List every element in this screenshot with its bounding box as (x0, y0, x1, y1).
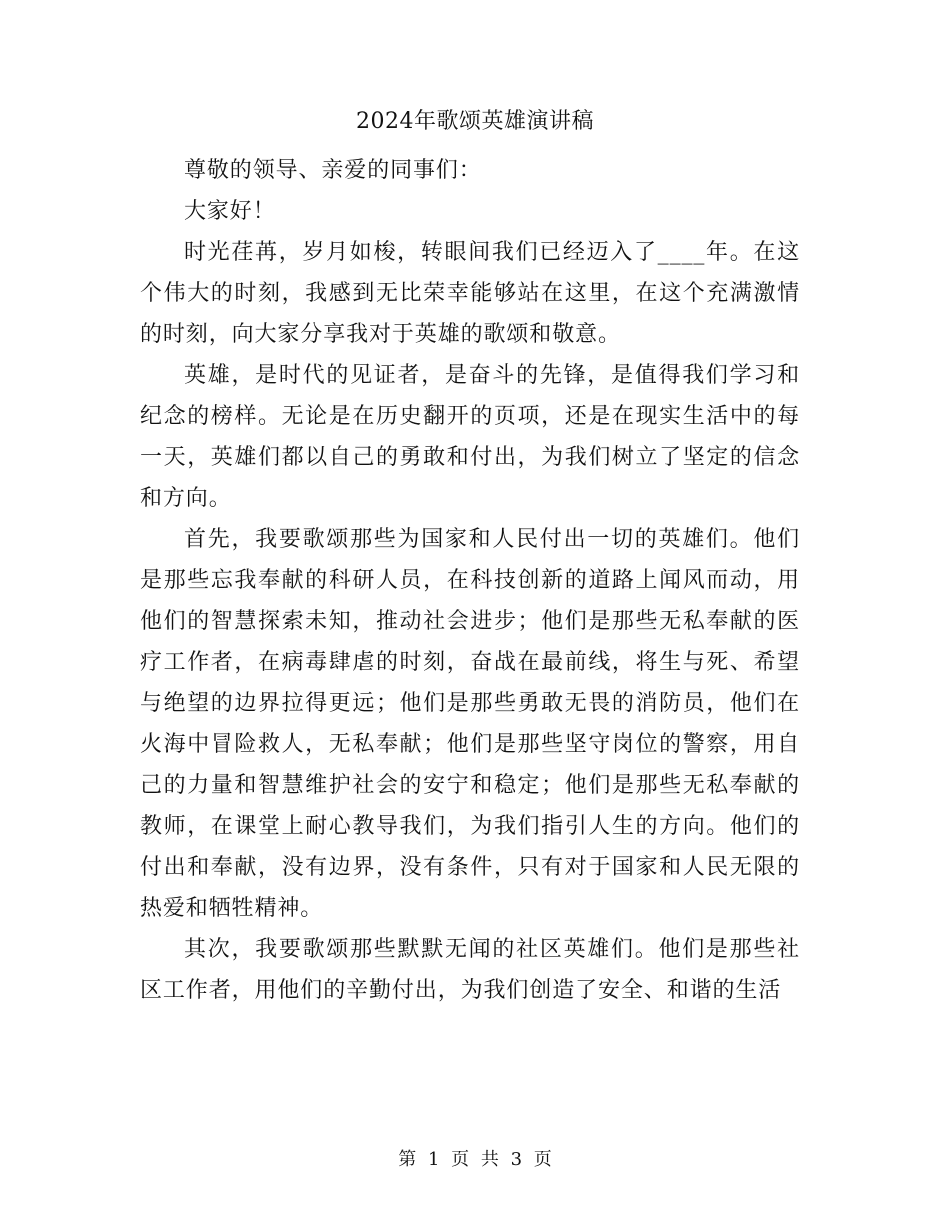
page-number-footer: 第 1 页 共 3 页 (398, 1149, 552, 1170)
document-title: 2024年歌颂英雄演讲稿 (356, 109, 594, 134)
document-body (140, 150, 800, 1011)
salutation-paragraph: 尊敬的领导、亲爱的同事们： (184, 158, 482, 183)
hero-definition-paragraph: 英雄，是时代的见证者，是奋斗的先锋，是值得我们学习和纪念的榜样。无论是在历史翻开的页项，还是在现实生活中的每一天，英雄们都以自己的勇敢和付出，为我们树立了坚定的信念和方向。 (140, 363, 800, 511)
greeting-paragraph: 大家好！ (184, 199, 276, 224)
opening-paragraph: 时光荏苒，岁月如梭，转眼间我们已经迈入了____年。在这个伟大的时刻，我感到无比荣幸能够站在这里，在这个充满激情的时刻，向大家分享我对于英雄的歌颂和敬意。 (140, 240, 800, 347)
community-heroes-paragraph: 其次，我要歌颂那些默默无闻的社区英雄们。他们是那些社区工作者，用他们的辛勤付出，为我们创造了安全、和谐的生活 (140, 937, 800, 1003)
national-heroes-paragraph: 首先，我要歌颂那些为国家和人民付出一切的英雄们。他们是那些忘我奉献的科研人员，在科技创新的道路上闻风而动，用他们的智慧探索未知，推动社会进步；他们是那些无私奉献的医疗工作者，在病毒肆虐的时刻，奋战在最前线，将生与死、希望与绝望的边界拉得更远；他们是那些勇敢无畏的消防员，他们在火海中冒险救人，无私奉献；他们是那些坚守岗位的警察，用自己的力量和智慧维护社会的安宁和稳定；他们是那些无私奉献的教师，在课堂上耐心教导我们，为我们指引人生的方向。他们的付出和奉献，没有边界，没有条件，只有对于国家和人民无限的热爱和牺牲精神。 (140, 527, 800, 921)
